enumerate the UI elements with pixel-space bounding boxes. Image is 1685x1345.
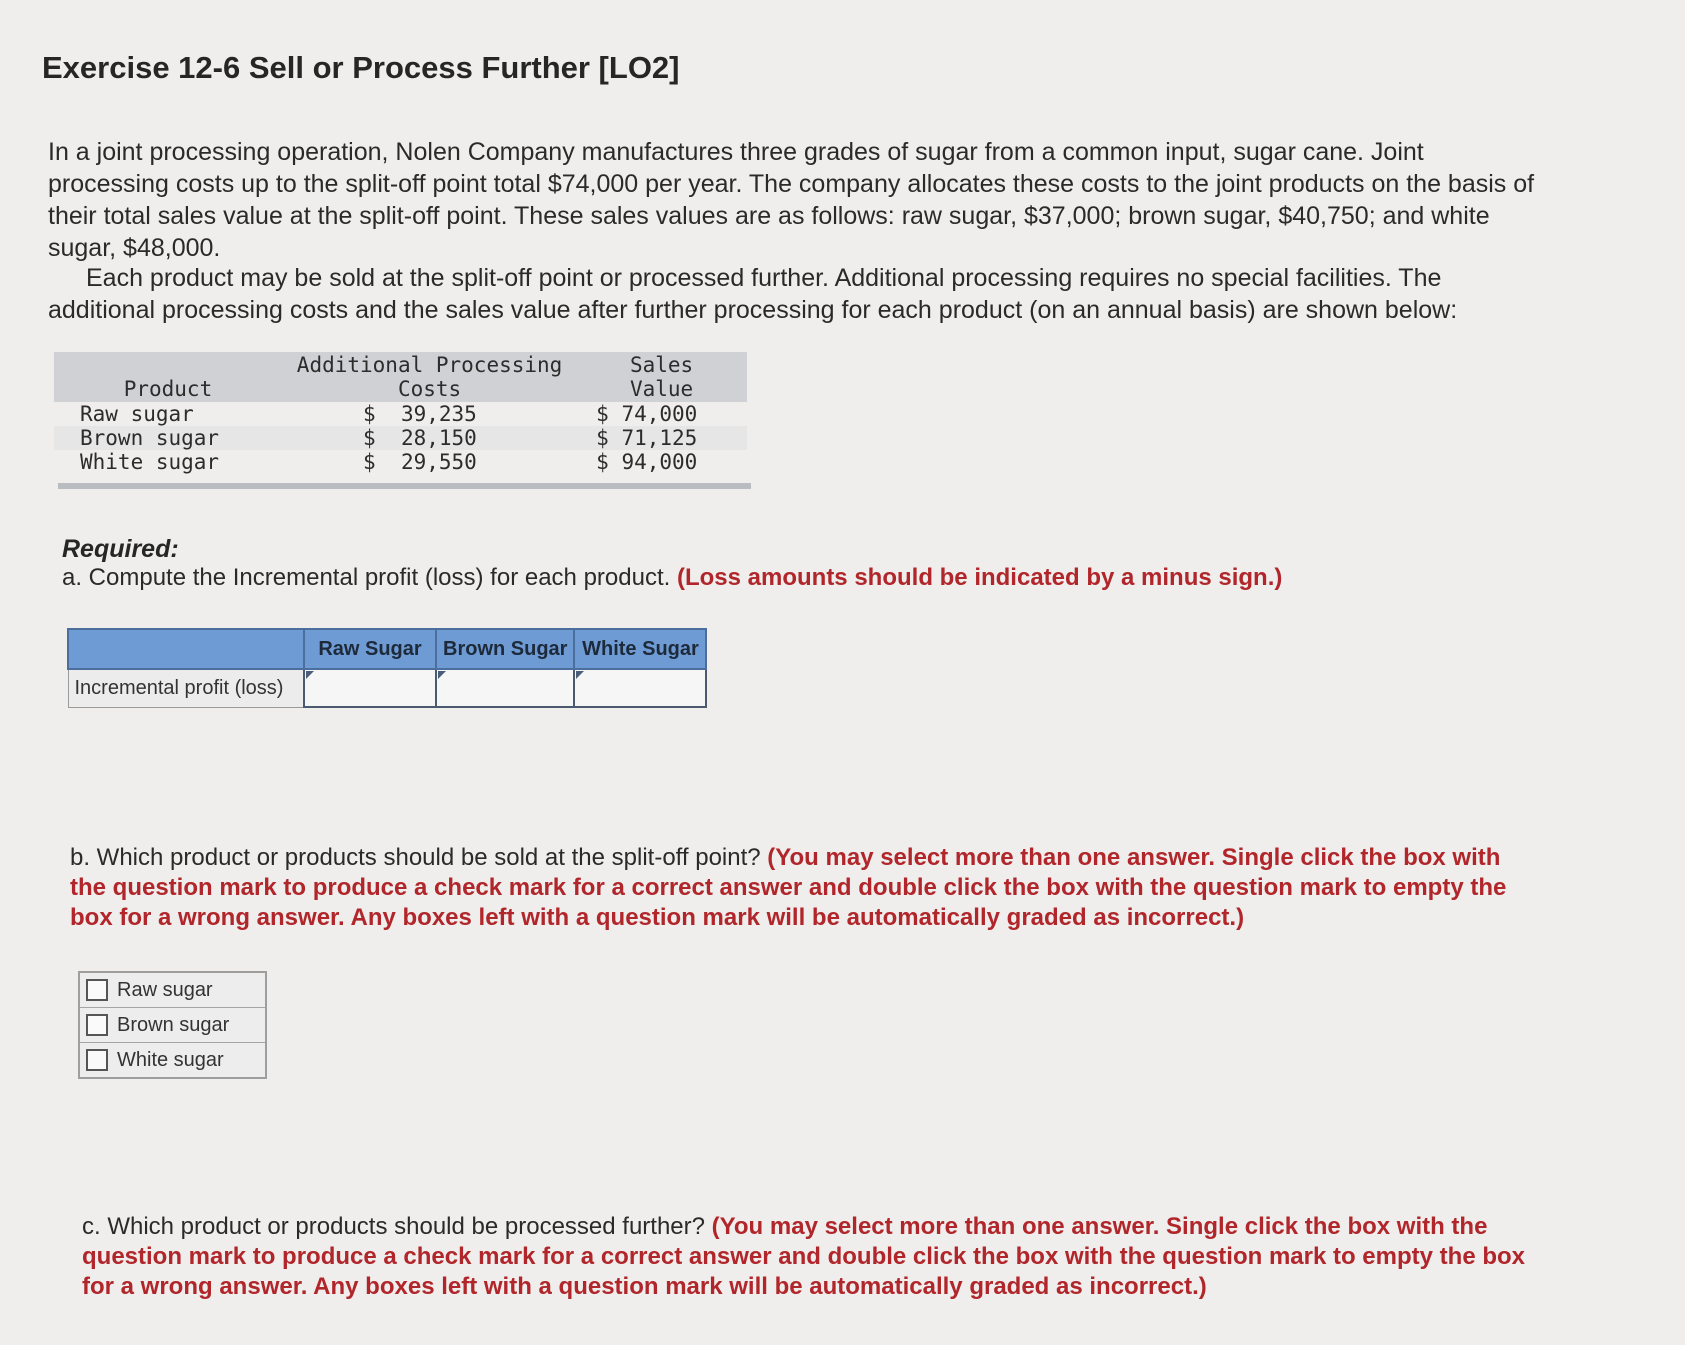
option-label: White sugar	[117, 1048, 224, 1071]
table-header-row	[54, 352, 747, 402]
question-b-text: b. Which product or products should be sold at the split-off point?	[70, 844, 761, 871]
header-costs-line2: Costs	[397, 377, 462, 401]
table-bottom-rule	[58, 483, 751, 489]
question-a-instruction: (Loss amounts should be indicated by a minus sign.)	[676, 564, 1283, 591]
product-data-table	[54, 352, 747, 474]
table-row	[54, 402, 747, 426]
grid-header-row	[68, 629, 706, 669]
input-raw-sugar[interactable]	[304, 669, 436, 707]
cost-value: 39,235	[400, 402, 477, 426]
question-a-text: a. Compute the Incremental profit (loss) for each product.	[62, 564, 671, 591]
header-costs	[283, 352, 576, 402]
checkbox[interactable]	[86, 979, 108, 1001]
intro-paragraph-2: Each product may be sold at the split-off point or processed further. Additional processing requires no special facilities. The additional processing costs and the sales value after further processing for each product (on an annual basis) are shown below:	[48, 264, 1458, 324]
grid-row-incremental-profit	[68, 669, 706, 707]
cost-value: 28,150	[400, 426, 477, 450]
question-c	[82, 1212, 1562, 1302]
cost-cell	[283, 426, 576, 450]
incremental-profit-grid	[67, 628, 707, 708]
grid-corner	[68, 629, 304, 669]
sales-value: $ 71,125	[596, 426, 698, 450]
checkbox[interactable]	[86, 1014, 108, 1036]
header-sales	[576, 352, 747, 402]
cost-cell	[283, 402, 576, 426]
question-c-text: c. Which product or products should be processed further?	[82, 1213, 705, 1240]
product-name: White sugar	[80, 450, 220, 474]
question-b	[70, 843, 1540, 933]
input-white-sugar[interactable]	[574, 669, 706, 707]
table-row	[54, 450, 747, 474]
input-brown-sugar[interactable]	[436, 669, 574, 707]
option-brown-sugar[interactable]	[80, 1008, 265, 1043]
checkbox[interactable]	[86, 1049, 108, 1071]
option-raw-sugar[interactable]	[80, 973, 265, 1008]
question-b-instruction: (You may select more than one answer. Single click the box with the question mark to produce a check mark for a correct answer and double click the box with the question mark to empty the box for a wrong answer. Any boxes left with a question mark will be automatically graded as incorrect.)	[70, 844, 1507, 931]
cost-sign: $	[362, 450, 376, 474]
product-name: Raw sugar	[80, 402, 194, 426]
option-white-sugar[interactable]	[80, 1043, 265, 1077]
header-costs-line1: Additional Processing	[296, 353, 563, 377]
product-name: Brown sugar	[80, 426, 220, 450]
option-label: Raw sugar	[117, 978, 213, 1001]
header-sales-line1: Sales	[629, 353, 694, 377]
required-heading: Required:	[62, 535, 179, 563]
split-off-checkbox-list	[78, 971, 267, 1079]
header-sales-line2: Value	[629, 377, 694, 401]
row-label-incremental-profit: Incremental profit (loss)	[68, 669, 304, 707]
header-product-label: Product	[123, 377, 213, 401]
option-label: Brown sugar	[117, 1013, 230, 1036]
table-row	[54, 426, 747, 450]
question-a	[62, 563, 1282, 593]
sales-value: $ 94,000	[596, 450, 698, 474]
header-product	[54, 352, 283, 402]
cost-sign: $	[362, 402, 376, 426]
col-white-sugar: White Sugar	[574, 629, 706, 669]
sales-value: $ 74,000	[596, 402, 698, 426]
col-raw-sugar: Raw Sugar	[304, 629, 436, 669]
cost-value: 29,550	[400, 450, 477, 474]
page-title: Exercise 12-6 Sell or Process Further [LO2]	[42, 50, 680, 85]
cost-sign: $	[362, 426, 376, 450]
cost-cell	[283, 450, 576, 474]
col-brown-sugar: Brown Sugar	[436, 629, 574, 669]
question-c-instruction: (You may select more than one answer. Single click the box with the question mark to produce a check mark for a correct answer and double click the box with the question mark to empty the box for a wrong answer. Any boxes left with a question mark will be automatically graded as incorrect.)	[82, 1213, 1525, 1300]
intro-paragraph-1: In a joint processing operation, Nolen Company manufactures three grades of sugar from a common input, sugar cane. Joint processing costs up to the split-off point total $74,000 per year. The company allocates these costs to the joint products on the basis of their total sales value at the split-off point. These sales values are as follows: raw sugar, $37,000; brown sugar, $40,750; and white sugar, $48,000.	[48, 138, 1535, 262]
